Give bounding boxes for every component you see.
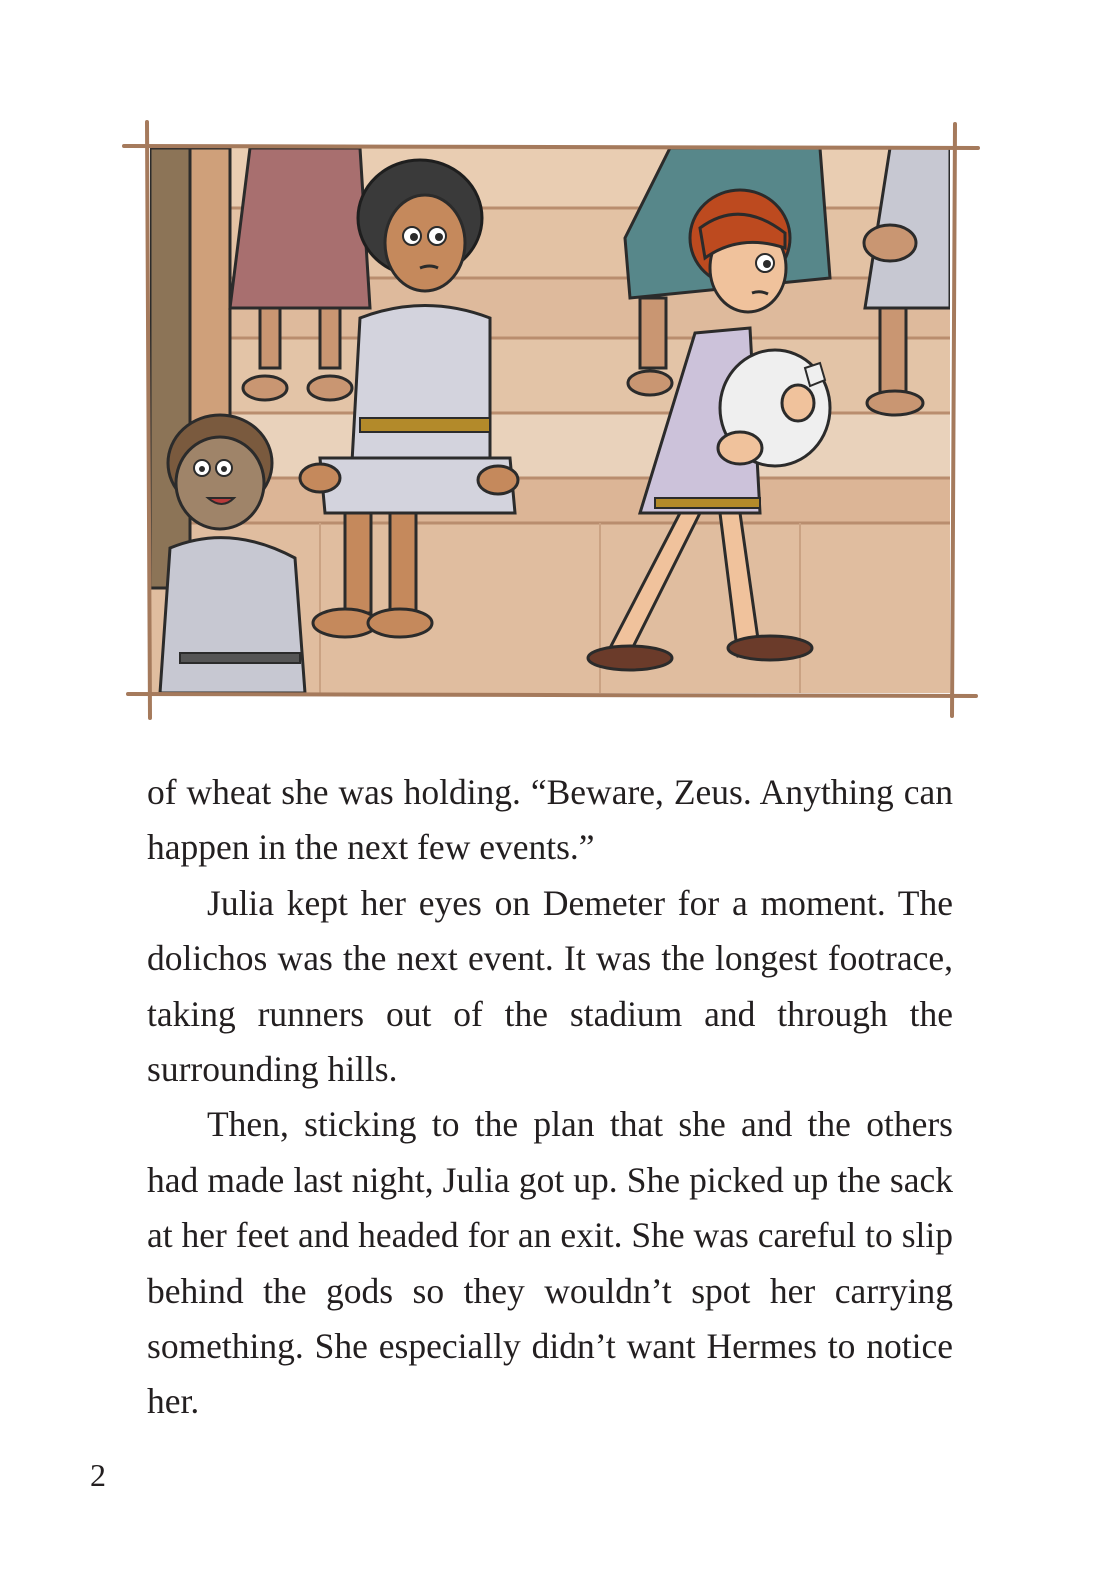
paragraph-3: Then, sticking to the plan that she and the others had made last night, Julia got up. She picked up the sack at her feet and headed for an exit. She was careful to slip behind the gods so they wouldn’t spot her carrying something. She especially didn’t want Hermes to notice her. [147, 1104, 953, 1422]
story-text [147, 765, 953, 1430]
paragraph-1: of wheat she was holding. “Beware, Zeus. Anything can happen in the next few events.” [147, 772, 953, 868]
page-number: 2 [90, 1457, 106, 1493]
paragraph-2: Julia kept her eyes on Demeter for a moment. The dolichos was the next event. It was the longest footrace, taking runners out of the stadium and through the surrounding hills. [147, 882, 953, 1090]
story-illustration [120, 118, 982, 722]
